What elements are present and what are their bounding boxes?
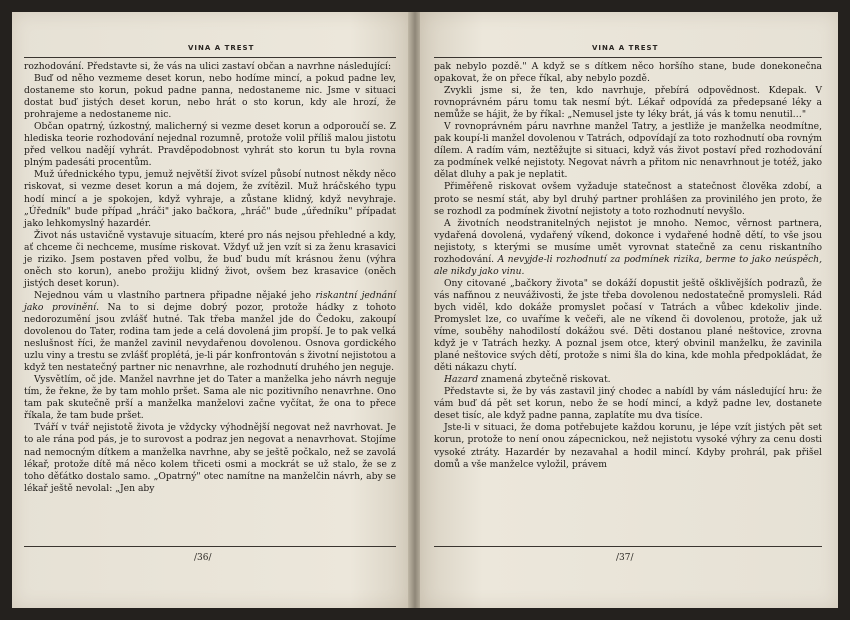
paragraph: Občan opatrný, úzkostný, malicherný si vezme deset korun a odporoučí se. Z hlediska teorie rozhodování nejednal rozumně, protože volil příliš malou jistotu před velkou nadějí vyhrát. Pravděpodobnost vyhrát sto korun tu byla rovna plným padesáti procentům. <box>24 121 396 169</box>
paragraph: A životních neodstranitelných nejistot je mnoho. Nemoc, věrnost partnera, vydařená dovolená, vydařený víkend, dokonce i vydařené hodně dětí, to vše jsou nejistoty, s kterými se musíme umět vyrovnat statečně za cenu riskantního rozhodování. A nevyjde-li rozhodnutí za podmínek rizika, berme to jako neúspěch, ale nikdy jako vinu. <box>434 217 822 277</box>
header-rule <box>24 57 396 58</box>
paragraph: rozhodování. Představte si, že vás na ulici zastaví občan a navrhne následující: <box>24 61 392 72</box>
paragraph: Život nás ustavičně vystavuje situacím, které pro nás nejsou přehledné a kdy, ať chceme či nechceme, musíme riskovat. Vždyť už jen vzít si za ženu krasavici je riziko. Jsem postaven před volbu, že buď budu mít krásnou ženu (výhra oněch sto korun), anebo prožiju klidný život, ovšem bez krasavice (oněch jistých deset korun). <box>24 229 396 289</box>
footer-rule <box>24 546 396 547</box>
right-page <box>420 12 838 608</box>
paragraph: pak nebylo pozdě." A když se s dítkem něco horšího stane, bude donekonečna opakovat, že on přece říkal, aby nebylo pozdě. <box>434 61 822 85</box>
paragraph: Vysvětlím, oč jde. Manžel navrhne jet do Tater a manželka jeho návrh neguje tím, že řekne, že by tam mohlo pršet. Sama ale nic pozitivního nenavrhne. Ono tam pak skutečně prší a manželka manželovi začne vyčítat, že ona to přece říkala, že tam bude pršet. <box>24 374 396 422</box>
right-page-text <box>434 61 822 471</box>
paragraph: Ony citované „bačkory života" se dokáží dopustit ještě ošklivějších podrazů, že vás nafňnou z neuváživosti, že jste třeba dovolenou nedostatečně promysleli. Rád bych viděl, kdo dokáže promyslet počasí v Tatrách a vůbec kdekoliv jinde. Promyslet lze, co uvaříme k večeři, ale ne víkend či dovolenou, protože, jak už víme, souběhy nahodilostí dokážou své. Děti dostanou plané neštovice, zrovna když je v Tatrách hezky. A poznal jsem otce, který obvinil manželku, že zavinila plané neštovice svých dětí, protože s nimi šla do kina, kde mohla předpokládat, že děti nákazu chytí. <box>434 277 822 374</box>
footer-rule <box>434 546 822 547</box>
paragraph: Zvykli jsme si, že ten, kdo navrhuje, přebírá odpovědnost. Kdepak. V rovnoprávném páru tomu tak nesmí být. Lékař odpovídá za předepsané léky a nemůže se hájit, že by říkal: „Nemusel jste ty léky brát, já vás k tomu nenutil…" <box>434 85 822 121</box>
paragraph: Muž úřednického typu, jemuž největší život svízel působí nutnost někdy něco riskovat, si vezme deset korun a má dojem, že zvítězil. Muž hráčského typu hodí mincí a je spokojen, když vyhraje, a zůstane klidný, když nevyhraje. „Úředník" bude případ „hráči" jako bačkora, „hráč" bude „úředníku" případat jako lehkomyslný hazardér. <box>24 169 396 229</box>
paragraph: Hazard znamená zbytečně riskovat. <box>444 374 611 386</box>
paragraph: Nejednou vám u vlastního partnera připadne nějaké jeho riskantní jednání jako provinění. Na to si dejme dobrý pozor, protože hádky z tohoto nedorozumění jsou zvlášť hutné. Tak třeba manžel jde do Čedoku, zakoupí dovolenou do Tater, rodina tam jede a celá dovolená jim propší. Je to pak velká neslušnost říci, že manžel zavinil nevydařenou dovolenou. Osnova gordického uzlu viny a trestu se zvlášť proplétá, je-li pár konfrontován s životní nejistotou a když ten nestatečný partner nic nenavrhne, ale rozhodnutí druhého jen neguje. <box>24 289 396 374</box>
paragraph: Buď od něho vezmeme deset korun, nebo hodíme mincí, a pokud padne lev, dostaneme sto korun, pokud padne panna, nedostaneme nic. Jsme v situaci dostat buď jistých deset korun, nebo hrát o sto korun, kdy ale hrozí, že prohrajeme a nedostaneme nic. <box>24 73 396 121</box>
page-number-right: /37/ <box>616 553 634 563</box>
left-page-text <box>24 61 396 495</box>
header-rule <box>434 57 822 58</box>
paragraph: Jste-li v situaci, že doma potřebujete každou korunu, je lépe vzít jistých pět set korun, protože to není onou zápecnickou, než nejistotu vysoké výhry za cenu dosti vysoké ztráty. Hazardér by nezavahal a hodil mincí. Kdyby prohrál, pak přišel domů a vše manželce vyložil, právem <box>434 422 822 470</box>
paragraph: Představte si, že by vás zastavil jiný chodec a nabídl by vám následující hru: že vám buď dá pět set korun, nebo že se hodí mincí, a když padne lev, dostanete deset tisíc, ale když padne panna, zaplatíte mu dva tisíce. <box>434 386 822 422</box>
left-page <box>12 12 411 608</box>
running-head-left: VINA A TREST <box>188 44 255 52</box>
paragraph: V rovnoprávném páru navrhne manžel Tatry, a jestliže je manželka neodmítne, pak koupí-li manžel dovolenou v Tatrách, odpovídají za toto rozhodnutí oba rovným dílem. A radím vám, neztěžujte si situaci, když vás život postaví před rozhodování za podmínek velké nejistoty. Negovat návrh a přitom nic nenavrhnout je totéž, jako dělat dluhy a pak je neplatit. <box>434 121 822 181</box>
running-head-right: VINA A TREST <box>592 44 659 52</box>
paragraph: Tváří v tvář nejistotě života je vždycky výhodnější negovat než navrhovat. Je to ale rána pod pás, je to surovost a podraz jen negovat a nenavrhovat. Stojíme nad nemocným dítkem a manželka navrhne, aby se ještě počkalo, než se zavolá lékař, protože dítě má něco kolem třiceti osmi a mockrát se už stalo, že se z toho děťátko dostalo samo. „Opatrný" otec namítne na manželčin návrh, aby se lékař ještě nevolal: „Jen aby <box>24 422 396 494</box>
page-number-left: /36/ <box>194 553 212 563</box>
paragraph: Přiměřeně riskovat ovšem vyžaduje statečnost a statečnost člověka zdobí, a proto se nesmí stát, aby byl druhý partner prohlášen za provinilého jen proto, že se rozhodl za podmínek životní nejistoty a toto rozhodnutí nevyšlo. <box>434 181 822 217</box>
